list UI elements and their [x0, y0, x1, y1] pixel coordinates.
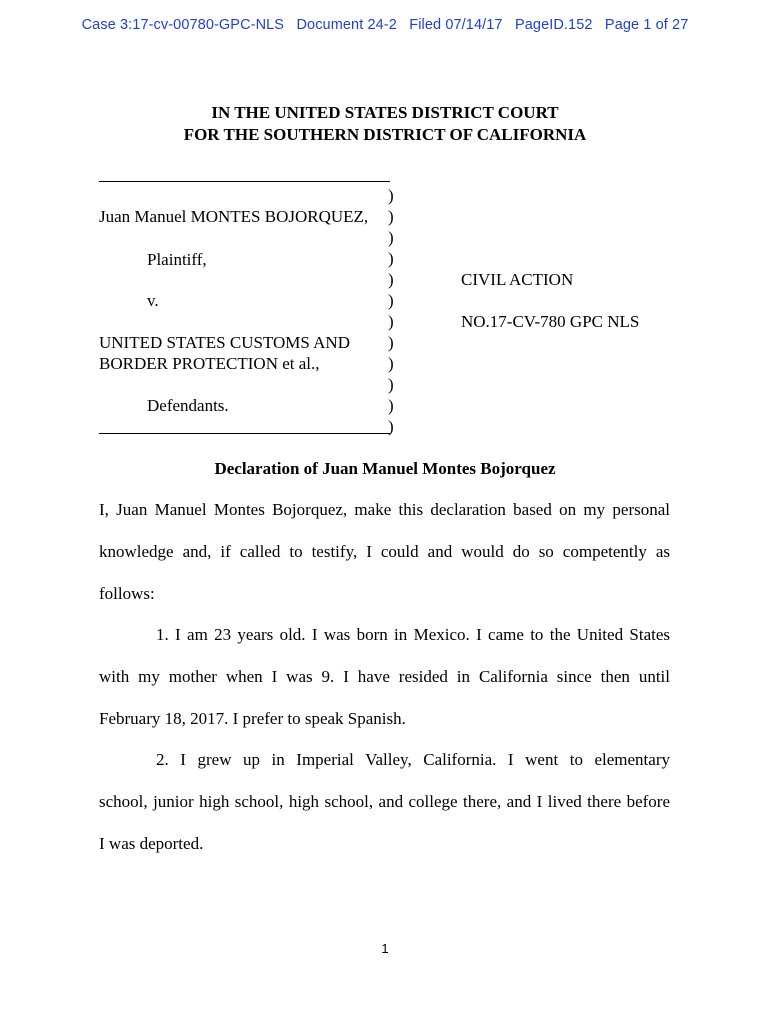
paragraph-1-line: with my mother when I was 9. I have resided in California since then until [99, 667, 670, 686]
paragraph-1-line: February 18, 2017. I prefer to speak Spanish. [99, 709, 406, 728]
caption-paren: ) [388, 375, 394, 394]
defendant-name-line-2: BORDER PROTECTION et al., [99, 354, 320, 373]
caption-paren: ) [388, 249, 394, 268]
versus-label: v. [147, 291, 159, 310]
court-heading-line-2: FOR THE SOUTHERN DISTRICT OF CALIFORNIA [183, 125, 587, 144]
defendant-name-line-1: UNITED STATES CUSTOMS AND [99, 333, 350, 352]
declaration-title: Declaration of Juan Manuel Montes Bojorquez [214, 459, 556, 478]
plaintiff-role: Plaintiff, [147, 250, 207, 269]
intro-line: I, Juan Manuel Montes Bojorquez, make this declaration based on my personal [99, 500, 670, 519]
court-heading-line-1: IN THE UNITED STATES DISTRICT COURT [211, 103, 559, 122]
caption-paren: ) [388, 417, 394, 436]
civil-action-label: CIVIL ACTION [461, 270, 574, 289]
caption-paren: ) [388, 396, 394, 415]
paragraph-1-line: 1. I am 23 years old. I was born in Mexico. I came to the United States [156, 625, 670, 644]
page-number: 1 [381, 941, 389, 956]
case-header-stamp: Case 3:17-cv-00780-GPC-NLS Document 24-2 Filed 07/14/17 PageID.152 Page 1 of 27 [81, 17, 689, 33]
caption-paren: ) [388, 186, 394, 205]
caption-paren: ) [388, 228, 394, 247]
defendant-role: Defendants. [147, 396, 229, 415]
paragraph-2-line: I was deported. [99, 834, 204, 853]
paragraph-2-line: school, junior high school, high school, and college there, and I lived there before [99, 792, 670, 811]
caption-paren: ) [388, 207, 394, 226]
paragraph-2-line: 2. I grew up in Imperial Valley, California. I went to elementary [156, 750, 670, 769]
caption-rule-bottom [99, 433, 390, 434]
caption-paren: ) [388, 312, 394, 331]
court-heading [0, 102, 770, 146]
plaintiff-name: Juan Manuel MONTES BOJORQUEZ, [99, 207, 369, 226]
caption-rule-top [99, 181, 390, 182]
case-number: NO.17-CV-780 GPC NLS [461, 312, 640, 331]
intro-line: knowledge and, if called to testify, I could and would do so competently as [99, 542, 670, 561]
caption-paren: ) [388, 333, 394, 352]
caption-paren: ) [388, 291, 394, 310]
caption-paren: ) [388, 354, 394, 373]
caption-paren: ) [388, 270, 394, 289]
intro-line: follows: [99, 584, 155, 603]
